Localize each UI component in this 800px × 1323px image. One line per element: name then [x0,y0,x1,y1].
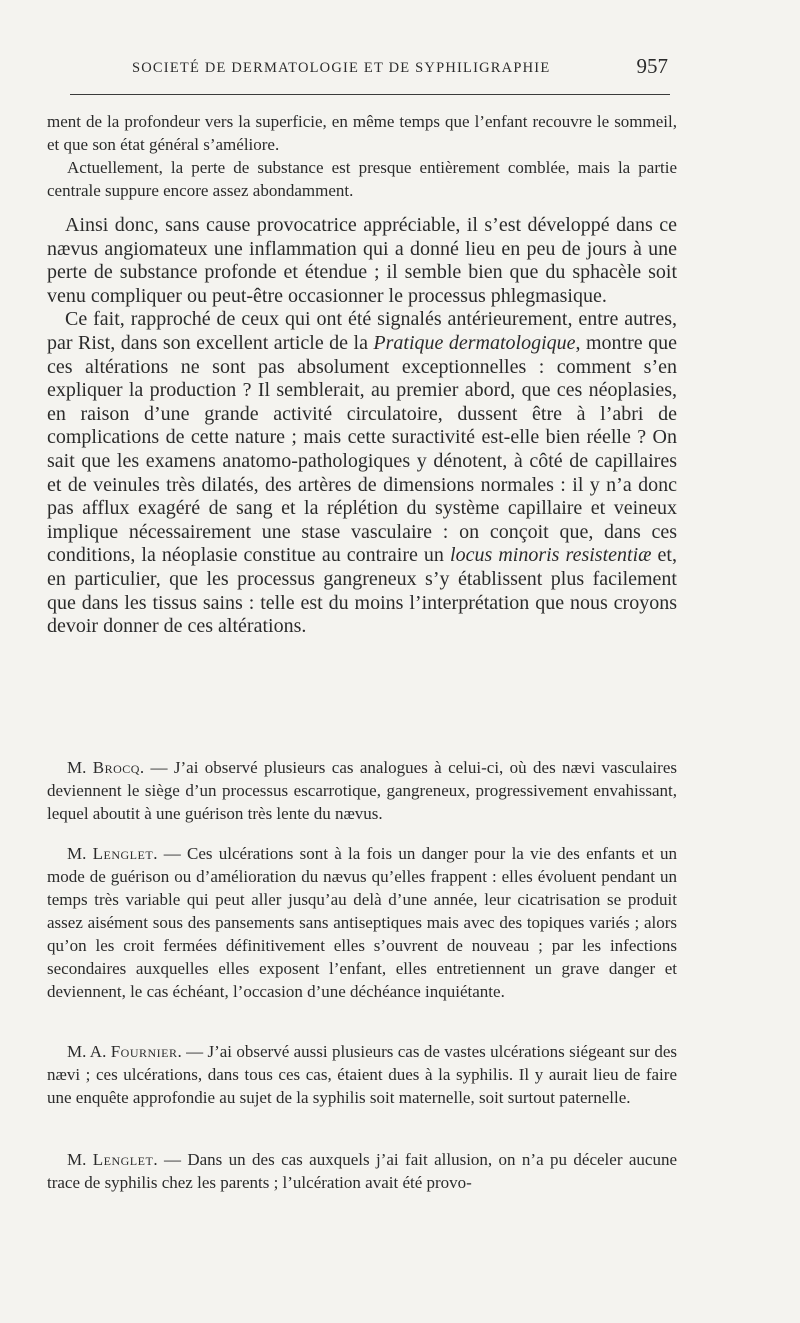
speaker-name: Lenglet [92,844,154,863]
paragraph: Actuellement, la perte de substance est presque entièrement comblée, mais la partie centrale suppure encore assez abondamment. [47,158,677,200]
discussion-lenglet-2 [47,1148,677,1194]
speaker-prefix: M. [67,844,93,863]
discussion-paragraph [47,1148,677,1194]
running-header [70,54,670,84]
speech-text: . — J’ai observé plusieurs cas analogues à celui-ci, où des nævi vasculaires deviennent le siège d’un processus escarrotique, gangreneux, progressivement envahissant, lequel aboutit à une guérison très lente du nævus. [47,758,677,823]
text-run: , montre que ces altérations ne sont pas absolument exceptionnelles : comment s’en expliquer la production ? Il semblerait, au premier abord, que ces néoplasies, en raison d’une grande activité circulatoire, dussent être à l’abri de complications de cette nature ; mais cette suractivité est-elle bien réelle ? On sait que les examens anatomo-pathologiques y dénotent, à côté de capillaires et de veinules très dilatés, des artères de dimensions normales : il y n’a donc pas afflux exagéré de sang et la réplétion du système capillaire et veineux implique nécessairement une stase vasculaire : on conçoit que, dans ces conditions, la néoplasie constitue au contraire un [47,331,677,567]
speech-text: . — Ces ulcérations sont à la fois un danger pour la vie des enfants et un mode de guérison ou d’amélioration du nævus qu’elles frappent : elles évoluent pendant un temps très variable qui peut aller jusqu’au delà d’une année, leur cicatrisation se produit assez aisément sous des pansements sans antiseptiques mais avec des topiques variés ; alors qu’on les croit fermées définitivement elles s’ouvrent de nouveau ; par les infections secondaires auxquelles elles exposent l’enfant, elles entretiennent un grave danger et deviennent, le cas échéant, l’occasion d’une déchéance inquiétante. [47,844,677,1001]
speech-text: . — Dans un des cas auxquels j’ai fait allusion, on n’a pu déceler aucune trace de syphilis chez les parents ; l’ulcération avait été provo- [47,1150,678,1192]
discussion-fournier [47,1040,677,1109]
speaker-prefix: M. [67,1150,93,1169]
speaker-prefix: M. [67,758,93,777]
discussion-brocq [47,756,677,825]
discussion-paragraph [47,1040,677,1109]
page-number: 957 [636,54,668,78]
commentary [47,214,677,639]
speaker-name: Fournier [110,1042,178,1061]
discussion-lenglet [47,842,677,1003]
speaker-prefix: M. A. [67,1042,111,1061]
text-run: Ce fait, rapproché de ceux qui ont été signalés antérieurement, entre autres, par Rist, dans son excellent article de la [47,308,677,354]
paragraph: Ainsi donc, sans cause provocatrice appréciable, il s’est développé dans ce nævus angiomateux une inflammation qui a donné lieu en peu de jours à une perte de substance profonde et étendue ; il semble bien que du sphacèle soit venu compliquer ou peut-être occasionner le processus phlegmasique. [47,214,677,307]
italic-latin: locus minoris resistentiæ [450,544,652,567]
speaker-name: Lenglet [92,1150,154,1169]
speech-text: . — J’ai observé aussi plusieurs cas de vastes ulcérations siégeant sur des nævi ; ces ulcérations, dans tous ces cas, étaient dues à la syphilis. Il y aurait lieu de faire une enquête approfondie au sujet de la syphilis soit maternelle, soit surtout paternelle. [47,1042,677,1107]
running-title: SOCIETÉ DE DERMATOLOGIE ET DE SYPHILIGRAPHIE [132,60,551,76]
text-run: et, en particulier, que les processus gangreneux s’y établissent plus facilement que dans les tissus sains : telle est du moins l’interprétation que nous croyons devoir donner de ces altérations. [47,544,677,638]
paragraph: ment de la profondeur vers la superficie, en même temps que l’enfant recouvre le sommeil, et que son état général s’améliore. [47,112,677,154]
discussion-paragraph [47,756,677,825]
paragraph [47,308,677,638]
header-rule [70,94,670,95]
speaker-name: Brocq [92,758,140,777]
italic-title: Pratique dermatologique [373,331,576,354]
discussion-paragraph [47,842,677,1003]
case-report-continuation [47,110,677,202]
